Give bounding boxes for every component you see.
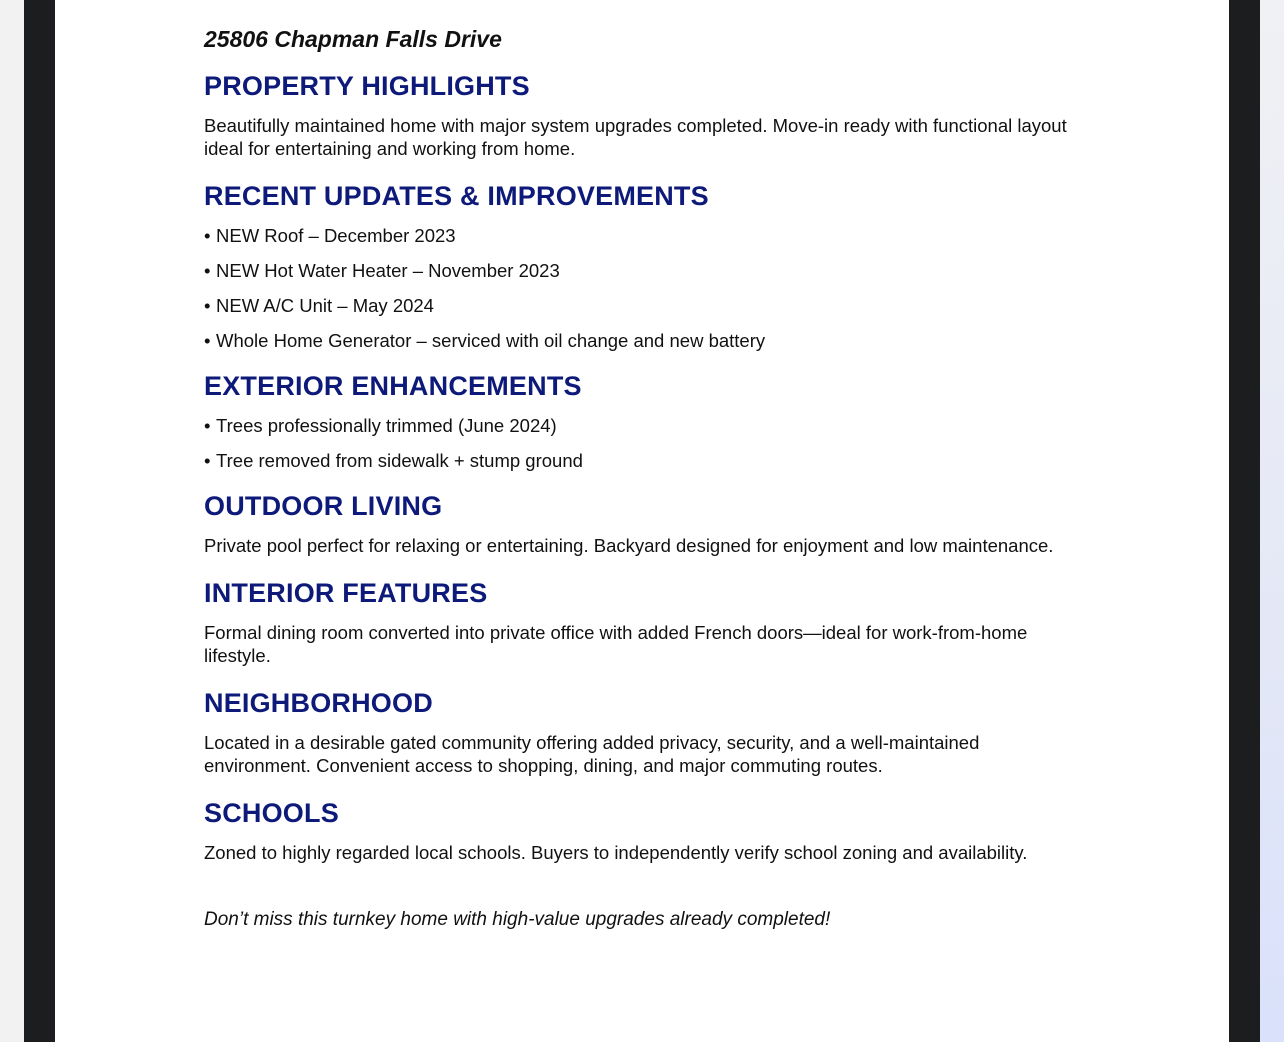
bullet-glyph: • [204, 295, 211, 316]
section-title: EXTERIOR ENHANCEMENTS [204, 371, 582, 401]
bullet-glyph: • [204, 225, 211, 246]
bullet-list [204, 414, 1084, 472]
section-title: NEIGHBORHOOD [204, 688, 433, 718]
list-item-text: Tree removed from sidewalk + stump ground [216, 450, 583, 471]
section-title: SCHOOLS [204, 798, 339, 828]
section-title: PROPERTY HIGHLIGHTS [204, 71, 530, 101]
list-item-text: NEW Roof – December 2023 [216, 225, 456, 246]
bullet-glyph: • [204, 330, 211, 351]
bullet-glyph: • [204, 450, 211, 471]
background-edge [1260, 0, 1284, 1042]
bullet-list [204, 224, 1084, 352]
device-bezel-right [1229, 0, 1260, 1042]
list-item-text: Whole Home Generator – serviced with oil change and new battery [216, 330, 766, 351]
list-item-text: NEW Hot Water Heater – November 2023 [216, 260, 560, 281]
section-paragraph: Beautifully maintained home with major system upgrades completed. Move-in ready with functional layout ideal for entertaining and working from home. [204, 115, 1067, 159]
section-paragraph: Private pool perfect for relaxing or entertaining. Backyard designed for enjoyment and low maintenance. [204, 535, 1054, 556]
list-item [204, 224, 1084, 247]
bullet-glyph: • [204, 260, 211, 281]
section-recent-updates [204, 180, 1084, 352]
section-paragraph: Zoned to highly regarded local schools. Buyers to independently verify school zoning and availability. [204, 842, 1028, 863]
section-schools [204, 797, 1084, 864]
device-bezel-left [24, 0, 55, 1042]
section-outdoor-living [204, 490, 1084, 557]
list-item [204, 414, 1084, 437]
bullet-glyph: • [204, 415, 211, 436]
list-item [204, 329, 1084, 352]
list-item [204, 294, 1084, 317]
section-paragraph: Formal dining room converted into private office with added French doors—ideal for work-from-home lifestyle. [204, 622, 1028, 666]
closing-statement: Don’t miss this turnkey home with high-value upgrades already completed! [204, 909, 831, 930]
list-item [204, 259, 1084, 282]
property-address: 25806 Chapman Falls Drive [204, 26, 502, 52]
section-property-highlights [204, 70, 1084, 160]
section-neighborhood [204, 687, 1084, 777]
list-item [204, 449, 1084, 472]
document-content [204, 24, 1084, 932]
section-title: OUTDOOR LIVING [204, 491, 443, 521]
section-paragraph: Located in a desirable gated community offering added privacy, security, and a well-maintained environment. Convenient access to shopping, dining, and major commuting routes. [204, 732, 980, 776]
list-item-text: NEW A/C Unit – May 2024 [216, 295, 434, 316]
section-interior-features [204, 577, 1084, 667]
section-title: INTERIOR FEATURES [204, 578, 488, 608]
section-title: RECENT UPDATES & IMPROVEMENTS [204, 181, 709, 211]
document-page[interactable] [55, 0, 1229, 1042]
list-item-text: Trees professionally trimmed (June 2024) [216, 415, 557, 436]
section-exterior-enhancements [204, 370, 1084, 472]
